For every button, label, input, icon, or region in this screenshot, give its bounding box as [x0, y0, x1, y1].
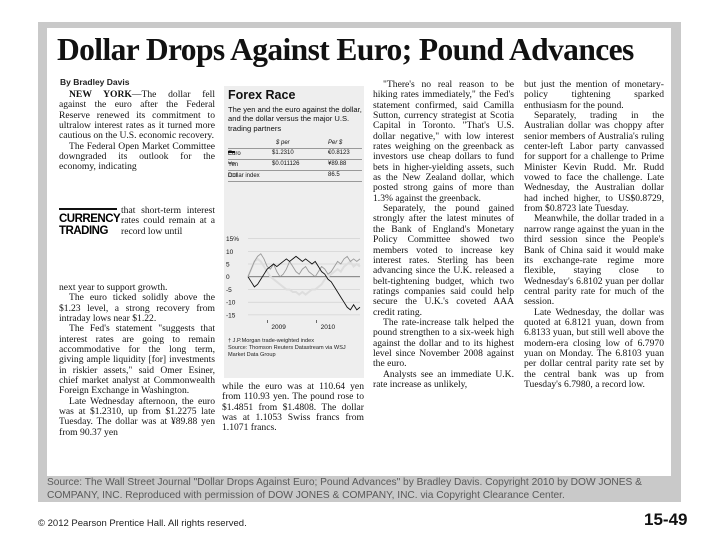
column-2-bottom: while the euro was at 110.64 yen from 110.93 yen. The pound rose to $1.4851 from $1.4808. The dollar was at 1.1053 Swiss francs from 1.1071 francs. [222, 381, 364, 434]
rate-price: $1.2310 [272, 150, 294, 156]
y-tick-label: 15% [226, 236, 240, 244]
forex-race-chart-box [224, 86, 364, 378]
column-1-paragraph-5: Late Wednesday afternoon, the euro was at $1.2310, up from $1.2275 late Tuesday. The dollar was at ¥89.88 yen from 90.37 yen [59, 395, 215, 438]
rates-header-per: Per $ [328, 140, 343, 146]
column-3-paragraph-2: Separately, the pound gained strongly after the latest minutes of the Bank of England's Monetary Policy Committee showed two members voted to increase key interest rates. Sterling has been advancing since the U.K. released a belt-tightening budget, which two ratings companies said could help secure the U.K.'s coveted AAA credit rating. [373, 203, 514, 318]
y-tick-label: -15 [226, 312, 236, 320]
currency-trading-label [59, 208, 121, 274]
rates-row [228, 170, 362, 182]
column-1-mid-text: that short-term interest rates could remain at a record low until [121, 205, 215, 237]
rate-per: €0.8123 [328, 150, 350, 156]
rate-per: ¥89.88 [328, 161, 347, 167]
column-1-paragraph-1: —The dollar fell against the euro after the Federal Reserve renewed its commitment to ultralow interest rates as it turned more cautious on the U.S. economic recovery. [59, 89, 215, 142]
rate-price: $0.011126 [272, 161, 300, 167]
column-1-paragraph-4: The Fed's statement "suggests that interest rates are going to remain accommodative for the long term, giving ample liquidity [for] investments in riskier assets," said Omer Esiner, chief market analyst at Commonwealth Foreign Exchange in Washington. [59, 323, 215, 397]
y-tick-label: -5 [226, 286, 232, 294]
forex-line-chart [224, 232, 364, 338]
column-4-paragraph-2: Separately, trading in the Australian dollar was choppy after senior members of Australia's ruling center-left Labor party canvassed for support for a challenge to Prime Minister Kevin Rudd. Mr. Rudd vowed to face the challenge. Late Wednesday, the Australian dollar had inched higher, to US$0.8729, from $0.8723 late Tuesday. [524, 110, 664, 215]
series-line-euro [248, 256, 360, 309]
rate-per: 86.5 [328, 172, 340, 178]
column-4-paragraph-3: Meanwhile, the dollar traded in a narrow range against the yuan in the third session since the People's Bank of China said it would make its exchange-rate regime more flexible, staying close to Wednesday's 6.8102 yuan per dollar central parity rate for much of the session. [524, 213, 664, 308]
column-4-paragraph-1: but just the mention of monetary-policy tightening sparked enthusiasm for the pound. [524, 79, 664, 111]
forex-notes [228, 338, 362, 359]
article-headline: Dollar Drops Against Euro; Pound Advances [57, 32, 634, 67]
column-1-bottom [59, 283, 215, 438]
column-3-paragraph-1: "There's no real reason to be hiking rates immediately," the Fed's statement confirmed, said Camilla Sutton, currency strategist at Scotia Capital in Toronto. "That's U.S. dollar negative," with low interest rates weighing on the greenback as investors use cheap dollars to fund bets in higher-yielding assets, such as the New Zealand dollar, which posted strong gains of more than 1.3% against the greenback. [373, 79, 514, 204]
forex-subtitle: The yen and the euro against the dollar, and the dollar versus the major U.S. trading partners [228, 105, 362, 133]
column-4-paragraph-4: Late Wednesday, the dollar was quoted at 6.8121 yuan, down from 6.8133 yuan, but still well above the modern-era closing low of 6.7970 yuan on Monday. The 6.8103 yuan per dollar central parity rate set by the central bank was up from Tuesday's 6.7980, a record low. [524, 306, 664, 390]
y-tick-label: 0 [226, 274, 230, 282]
newspaper-clipping [47, 28, 671, 476]
column-4 [524, 80, 664, 390]
column-1-lead-line: next year to support growth. [59, 282, 168, 293]
page-number: 15-49 [644, 510, 688, 529]
column-3-paragraph-3: The rate-increase talk helped the pound strengthen to a six-week high against the dollar and to its highest level since November 2008 against the euro. [373, 316, 514, 370]
newspaper-clipping-frame [38, 22, 681, 502]
rate-name: Euro [228, 151, 241, 157]
rates-row [228, 148, 362, 159]
column-3 [373, 80, 514, 390]
rates-row [228, 159, 362, 170]
rate-name: Dollar index [228, 173, 260, 179]
source-citation: Source: The Wall Street Journal "Dollar Drops Against Euro; Pound Advances" by Bradley Davis. Copyright 2010 by DOW JONES & COMPANY, INC. Reproduced with permission of DOW JONES & COMPANY, INC. via Copyright Clearance Center. [47, 477, 642, 501]
column-1-top [59, 90, 215, 173]
dateline: NEW YORK [69, 89, 132, 100]
x-tick-label: 2010 [320, 324, 336, 331]
forex-title: Forex Race [228, 88, 296, 102]
column-1-paragraph-3: The euro ticked solidly above the $1.23 level, a strong recovery from intraday lows near $1.22. [59, 292, 215, 325]
y-tick-label: 5 [226, 261, 230, 269]
rate-name: Yen [228, 162, 239, 168]
column-3-paragraph-4: Analysts see an immediate U.K. rate increase as unlikely, [373, 368, 514, 390]
column-1-paragraph-2: The Federal Open Market Committee downgraded its outlook for the economy, indicating [59, 140, 215, 173]
currency-label-line-1: CURRENCY [59, 208, 117, 225]
forex-note-source: Source: Thomson Reuters Datastream via WSJ Market Data Group [228, 345, 346, 358]
currency-label-line-2: TRADING [59, 225, 108, 237]
y-tick-label: 10 [226, 248, 234, 256]
x-tick-label: 2009 [271, 324, 286, 331]
forex-rates-table [228, 140, 362, 182]
forex-note-index: † J.P.Morgan trade-weighted index [228, 338, 315, 344]
copyright-notice: © 2012 Pearson Prentice Hall. All rights reserved. [38, 518, 247, 529]
rates-header-price: $ per [276, 140, 290, 146]
y-tick-label: -10 [226, 299, 236, 307]
article-byline: By Bradley Davis [60, 77, 130, 87]
